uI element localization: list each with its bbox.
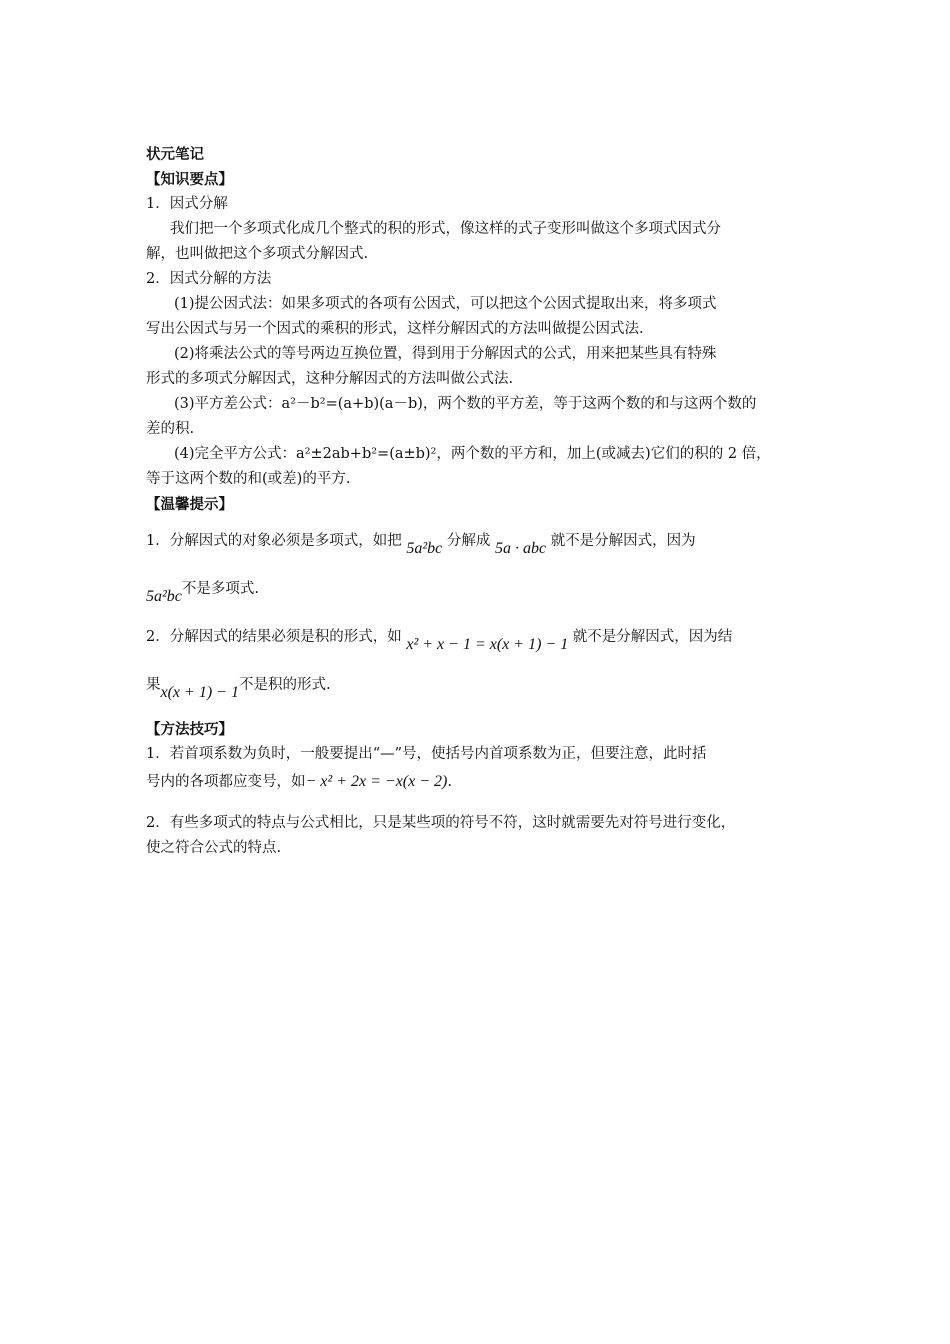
method-p3-b: 差的积. <box>146 421 195 437</box>
tip1-text-b: 分解成 <box>446 533 491 549</box>
tip1-line-a <box>146 517 814 565</box>
difference-of-squares-formula: a²－b²=(a+b)(a－b) <box>281 396 423 412</box>
methods-m1-formula: − x² + 2x = −x(x − 2) <box>305 773 448 790</box>
tips-heading: 【温馨提示】 <box>146 496 233 513</box>
tip1-formula-2: 5a · abc <box>494 540 547 557</box>
document-page <box>146 142 814 861</box>
document-title: 状元笔记 <box>146 146 204 163</box>
method-p4-suffix: ，两个数的平方和，加上(或减去)它们的积的 2 倍， <box>436 446 771 462</box>
method-p1-b: 写出公因式与另一个因式的乘积的形式，这样分解因式的方法叫做提公因式法. <box>146 321 644 337</box>
tip2-text-d: 不是积的形式. <box>238 677 331 693</box>
method-p3-suffix: ，两个数的平方差，等于这两个数的和与这两个数的 <box>422 396 757 412</box>
methods-m1-end: . <box>447 774 452 790</box>
method-p4 <box>146 442 814 467</box>
tip2-text-a: 2．分解因式的结果必须是积的形式，如 <box>146 629 402 645</box>
knowledge-heading: 【知识要点】 <box>146 171 233 188</box>
tip2-text-c: 果 <box>146 677 161 693</box>
tip1-text-d: 不是多项式. <box>181 581 260 597</box>
tip1-text-a: 1．分解因式的对象必须是多项式，如把 <box>146 533 402 549</box>
methods-heading: 【方法技巧】 <box>146 721 233 738</box>
tip2-text-b: 就不是分解因式，因为结 <box>572 629 733 645</box>
method-p4-b: 等于这两个数的和(或差)的平方. <box>146 471 351 487</box>
perfect-square-formula: a²±2ab+b²=(a±b)² <box>296 446 437 462</box>
tip1-text-c: 就不是分解因式，因为 <box>550 533 696 549</box>
tip2-formula-2: x(x + 1) − 1 <box>160 684 239 701</box>
tip1-formula-1: 5a²bc <box>406 540 443 557</box>
method-p4-prefix: (4)完全平方公式： <box>174 446 297 462</box>
knowledge-item2-title: 2．因式分解的方法 <box>146 271 272 287</box>
method-p3-prefix: (3)平方差公式： <box>174 396 282 412</box>
method-p2-a: (2)将乘法公式的等号两边互换位置，得到用于分解因式的公式，用来把某些具有特殊 <box>174 346 717 362</box>
methods-m2-b: 使之符合公式的特点. <box>146 840 282 856</box>
methods-m1-b: 号内的各项都应变号，如 <box>146 774 306 790</box>
knowledge-item1-text-a: 我们把一个多项式化成几个整式的积的形式，像这样的式子变形叫做这个多项式因式分 <box>170 221 721 237</box>
tip2-line-a <box>146 613 814 661</box>
tip1-line-b <box>146 565 814 613</box>
methods-m2-a: 2．有些多项式的特点与公式相比，只是某些项的符号不符，这时就需要先对符号进行变化， <box>146 815 736 831</box>
methods-m1-line-b <box>146 767 814 803</box>
tip1-formula-3: 5a²bc <box>146 588 182 605</box>
method-p2-b: 形式的多项式分解因式，这种分解因式的方法叫做公式法. <box>146 371 514 387</box>
method-p3 <box>146 392 814 417</box>
tip2-formula-1: x² + x − 1 = x(x + 1) − 1 <box>406 636 569 653</box>
knowledge-item1-text-b: 解，也叫做把这个多项式分解因式. <box>146 246 369 262</box>
method-p1-a: (1)提公因式法：如果多项式的各项有公因式，可以把这个公因式提取出来，将多项式 <box>174 296 717 312</box>
knowledge-item1-title: 1．因式分解 <box>146 196 228 212</box>
methods-m1-a: 1．若首项系数为负时，一般要提出“—”号，使括号内首项系数为正，但要注意，此时括 <box>146 746 707 762</box>
